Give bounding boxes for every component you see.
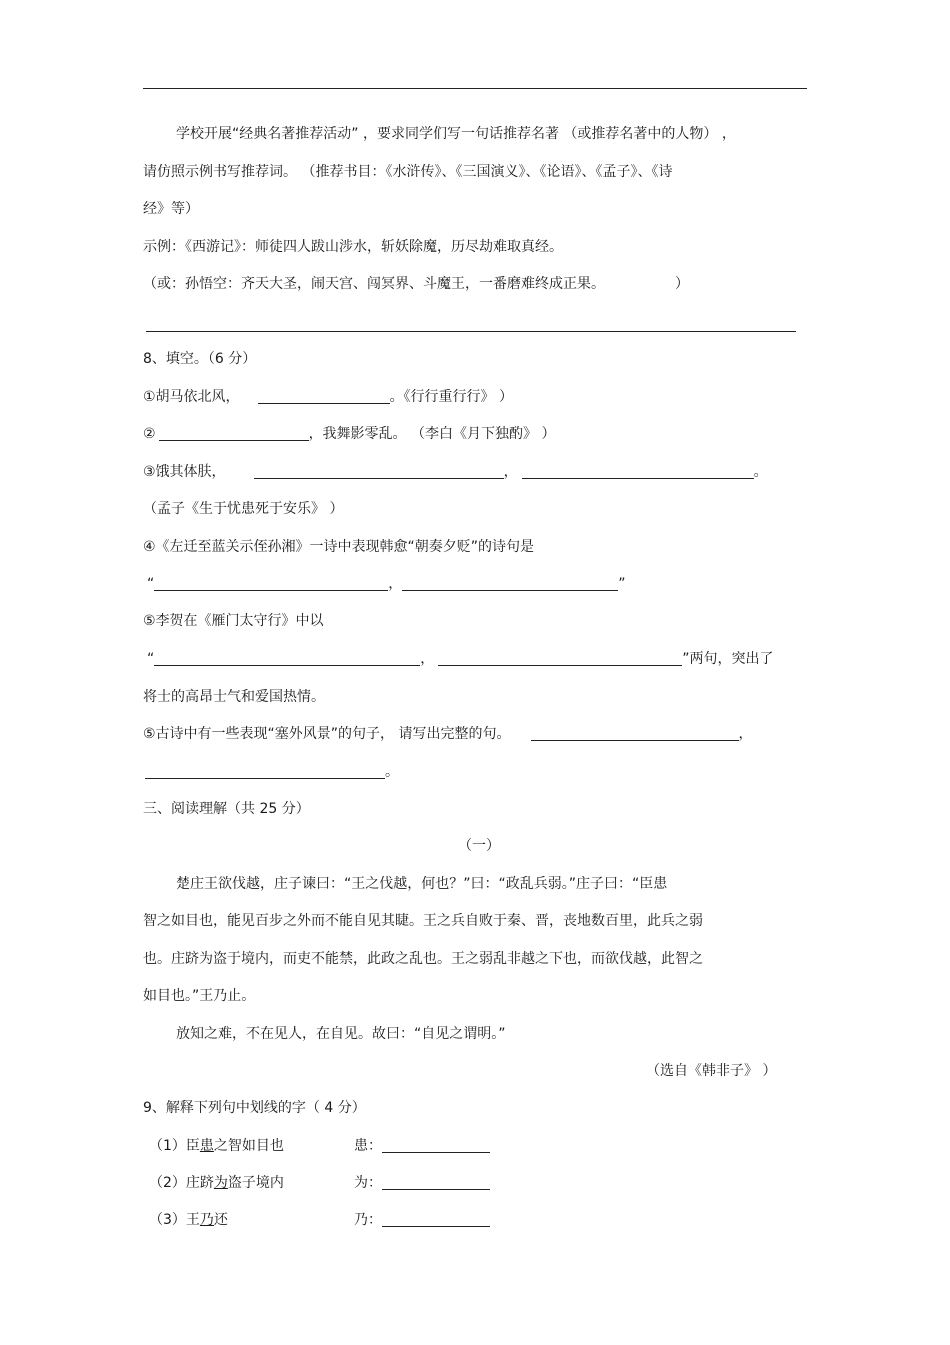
section-3-title: 三、阅读理解（共 25 分）	[143, 801, 310, 817]
q9-item-1-underlined: 患	[199, 1138, 214, 1154]
q8-item-6-line-2	[145, 763, 399, 781]
q9-item-2	[149, 1174, 284, 1192]
q8-item-5-line-2: 将士的高昂士气和爱国热情。	[143, 689, 325, 705]
blank-3b[interactable]	[522, 464, 754, 479]
example-text: 示例：《西游记》：师徒四人跋山涉水，斩妖除魔，历尽劫难取真经。	[143, 239, 563, 255]
passage-line-1: 楚庄王欲伐越，庄子谏曰：“王之伐越，何也？”曰：“政乱兵弱。”庄子曰：“臣患	[176, 876, 668, 892]
example-alt-open: （或：孙悟空：齐天大圣，闹天宫、闯冥界、斗魔王，一番磨难终成正果。	[143, 276, 605, 292]
blank-2[interactable]	[159, 426, 309, 441]
q8-item-2	[143, 425, 555, 443]
header-rule	[143, 88, 807, 89]
example-alt-close: ）	[675, 276, 689, 292]
passage-line-3: 也。庄跻为盗于境内，而吏不能禁，此政之乱也。王之弱乱非越之下也，而欲伐越，此智之	[143, 951, 703, 967]
q9-item-1-answer	[354, 1137, 490, 1155]
q8-item-6	[143, 725, 753, 743]
open-quote-4: “	[147, 576, 155, 592]
q8-item-3-prefix: ③饿其体肤，	[143, 464, 226, 480]
q8-item-3-source: （孟子《生于忧患死于安乐》 ）	[143, 501, 344, 517]
q9-item-1	[149, 1137, 284, 1155]
q9-item-2-pre: （2）庄跻	[149, 1175, 214, 1191]
q8-item-2-suffix: ，我舞影零乱。 （李白《月下独酌》 ）	[308, 426, 556, 442]
blank-6a[interactable]	[531, 726, 739, 741]
q8-title: 8、填空。（6 分）	[143, 351, 257, 367]
blank-5b[interactable]	[438, 651, 682, 666]
comma-5: ，	[420, 651, 435, 667]
passage-line-5: 放知之难，不在见人，在自见。故曰：“自见之谓明。”	[176, 1026, 506, 1042]
q9-title: 9、解释下列句中划线的字（ 4 分）	[143, 1100, 366, 1116]
q9-blank-1[interactable]	[382, 1138, 490, 1153]
q9-item-1-word: 患：	[354, 1138, 382, 1154]
comma-6: ，	[738, 726, 753, 742]
comma-3: ，	[503, 464, 518, 480]
q8-item-1-prefix: ①胡马依北风，	[143, 389, 240, 405]
intro-line-1: 学校开展“经典名著推荐活动” ，要求同学们写一句话推荐名著 （或推荐名著中的人物） ，	[176, 126, 736, 142]
comma-4: ，	[388, 576, 403, 592]
q9-item-3-post: 还	[213, 1212, 228, 1228]
q9-item-3-pre: （3）王	[149, 1212, 200, 1228]
passage-line-4: 如目也。”王乃止。	[143, 988, 256, 1004]
passage-source: （选自《韩非子》 ）	[646, 1063, 777, 1079]
q9-item-3-word: 乃：	[354, 1212, 382, 1228]
q8-item-5-tail: ”两句，突出了	[682, 651, 774, 667]
passage-line-2: 智之如目也，能见百步之外而不能自见其睫。王之兵自败于秦、晋，丧地数百里，此兵之弱	[143, 913, 703, 929]
q9-item-3-answer	[354, 1211, 490, 1229]
q9-blank-2[interactable]	[382, 1175, 490, 1190]
q9-item-2-answer	[354, 1174, 490, 1192]
q9-item-3	[149, 1211, 228, 1229]
q8-item-1-suffix: 。《行行重行行》 ）	[389, 389, 514, 405]
open-quote-5: “	[147, 651, 155, 667]
blank-6b[interactable]	[145, 764, 385, 779]
q8-item-3	[143, 463, 768, 481]
q8-item-2-prefix: ②	[143, 426, 156, 442]
q8-item-5-answer	[147, 650, 774, 668]
q8-item-6-question: ⑤古诗中有一些表现“塞外风景”的句子， 请写出完整的句。	[143, 726, 511, 742]
blank-4b[interactable]	[402, 576, 618, 591]
blank-3a[interactable]	[254, 464, 504, 479]
blank-5a[interactable]	[154, 651, 420, 666]
period-3: 。	[753, 464, 768, 480]
blank-1[interactable]	[258, 389, 390, 404]
q8-item-5: ⑤李贺在《雁门太守行》中以	[143, 613, 324, 629]
intro-line-2: 请仿照示例书写推荐词。 （推荐书目：《水浒传》、《三国演义》、《论语》、《孟子》、《诗	[143, 164, 673, 180]
q8-item-4-answer	[147, 575, 626, 593]
q9-blank-3[interactable]	[382, 1212, 490, 1227]
intro-line-3: 经》等）	[143, 201, 199, 217]
q9-item-2-post: 盗子境内	[227, 1175, 284, 1191]
q8-item-1	[143, 388, 513, 406]
q9-item-2-word: 为：	[354, 1175, 382, 1191]
period-6: 。	[385, 764, 399, 780]
q8-item-4: ④《左迁至蓝关示侄孙湘》一诗中表现韩愈“朝奏夕贬”的诗句是	[143, 539, 535, 555]
q9-item-2-underlined: 为	[213, 1175, 228, 1191]
example-alt-text	[143, 275, 689, 293]
q9-item-3-underlined: 乃	[199, 1212, 214, 1228]
q9-item-1-pre: （1）臣	[149, 1138, 200, 1154]
answer-line-recommend[interactable]	[146, 331, 796, 332]
part-one-heading: （一）	[458, 838, 500, 854]
q9-item-1-post: 之智如目也	[213, 1138, 284, 1154]
blank-4a[interactable]	[154, 576, 388, 591]
close-quote-4: ”	[618, 576, 626, 592]
